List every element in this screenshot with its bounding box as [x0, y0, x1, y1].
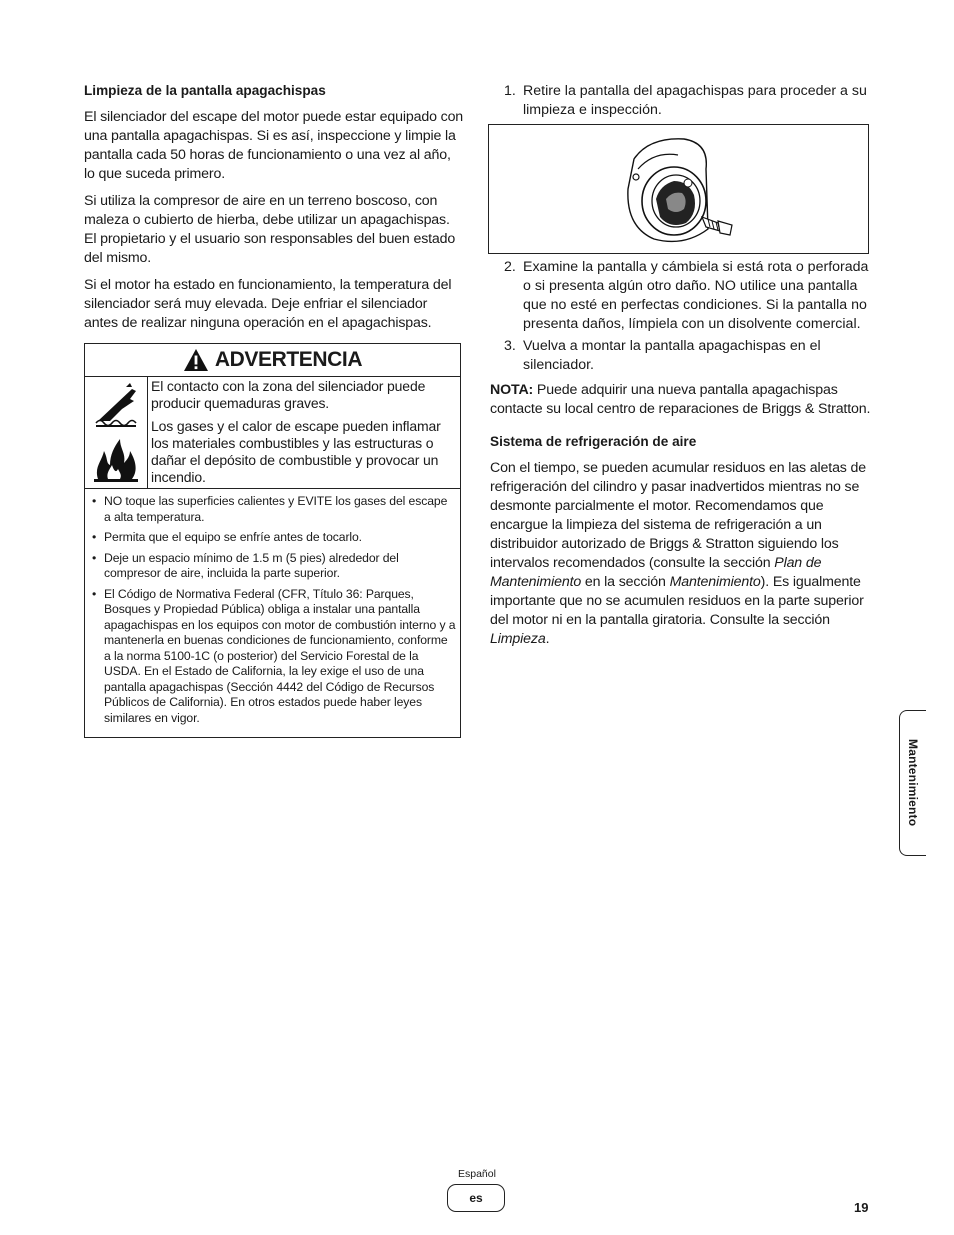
right-column [490, 82, 872, 657]
warning-title: ADVERTENCIA [214, 348, 363, 371]
step-text: Retire la pantalla del apagachispas para proceder a su limpieza e inspección. [523, 83, 867, 118]
forest-paragraph: Si utiliza la compresor de aire en un terreno boscoso, con maleza o cubierto de hierba, debe utilizar un apagachispas. El propietario y el usuario son responsables del buen estado del mismo. [84, 193, 456, 266]
air-cooling-text-a: Con el tiempo, se pueden acumular residuos en las aletas de refrigeración del cilindro y pasar inadvertidos mientras no se desmonte parcialmente el motor. Recomendamos que encargue la limpieza del sistema de refrigeración a un distribuidor autorizado de Briggs & Stratton siguiendo los intervalos recomendados (consulte la sección [490, 460, 867, 571]
intro-paragraph: El silenciador del escape del motor puede estar equipado con una pantalla apagachispas. Si es así, inspeccione y limpie la pantalla cada 50 horas de funcionamiento o una vez al año, lo que suceda primero. [84, 109, 464, 182]
spark-arrester-figure [488, 124, 869, 254]
fire-icon [92, 433, 140, 483]
language-label: Español [458, 1168, 496, 1180]
step-number: 1. [504, 83, 516, 99]
step-text: Examine la pantalla y cámbiela si está rota o perforada o si presenta algún otro daño. NO utilice una pantalla que no esté en perfectas condiciones. Si la pantalla no presenta daños, límpiela con un disolvente comercial. [523, 259, 869, 332]
maintenance-plan-ref: Plan de Mantenimiento [490, 555, 822, 590]
list-item: • NO toque las superficies calientes y EVITE los gases del escape a alta temperatura. [89, 494, 456, 525]
language-code-badge: es [447, 1184, 505, 1212]
air-cooling-text-c: ). Es igualmente importante que no se acumulen residuos en la parte superior del motor ni en la pantalla giratoria. Consulte la sección [490, 574, 864, 628]
step-2 [490, 258, 872, 334]
note-label: NOTA: [490, 382, 534, 398]
section-side-tab-label: Mantenimiento [906, 739, 920, 827]
hot-surface-burn-icon [92, 381, 140, 429]
list-item: • Permita que el equipo se enfríe antes de tocarlo. [89, 530, 456, 546]
note-text: Puede adquirir una nueva pantalla apagachispas contacte su local centro de reparaciones de Briggs & Stratton. [490, 382, 871, 417]
warning-hazard-text [148, 377, 460, 488]
list-item: • El Código de Normativa Federal (CFR, Título 36: Parques, Bosques y Propiedad Pública) obliga a instalar una pantalla apagachispas en los equipos con motor de combustión interno y a mantenerla en buenas condiciones de funcionamiento, conforme a la norma 5100-1C (o posterior) del Servicio Forestal de la USDA. En el Estado de California, la ley exige el uso de una pantalla apagachispas (Sección 4442 del Código de Recursos Públicos de California). En otros estados puede haber leyes similares en vigor. [89, 587, 456, 727]
note-paragraph [490, 381, 872, 419]
page-number: 19 [854, 1200, 869, 1215]
left-column [84, 82, 464, 738]
maintenance-section-ref: Mantenimiento [669, 574, 761, 590]
warning-header [85, 344, 460, 377]
warning-box [84, 343, 461, 738]
air-cooling-text-b: en la sección [581, 574, 670, 590]
warning-icons [85, 377, 148, 488]
fire-hazard-text: Los gases y el calor de escape pueden inflamar los materiales combustibles y las estructuras o dañar el depósito de combustible y provocar un incendio. [151, 418, 441, 485]
step-text: Vuelva a montar la pantalla apagachispas en el silenciador. [523, 338, 821, 373]
air-cooling-paragraph [490, 459, 872, 649]
cleaning-section-ref: Limpieza [490, 631, 546, 647]
step-3 [490, 337, 872, 375]
warning-triangle-icon [183, 348, 209, 372]
step-number: 3. [504, 338, 516, 354]
air-cooling-heading: Sistema de refrigeración de aire [490, 434, 697, 449]
step-1 [490, 82, 872, 120]
list-item: • Deje un espacio mínimo de 1.5 m (5 pies) alrededor del compresor de aire, incluida la parte superior. [89, 551, 456, 582]
step-number: 2. [504, 259, 516, 275]
air-cooling-text-d: . [545, 631, 550, 647]
spark-arrester-screen-illustration [614, 129, 744, 249]
hot-muffler-paragraph: Si el motor ha estado en funcionamiento, la temperatura del silenciador será muy elevada. Deje enfriar el silenciador antes de realizar ninguna operación en el apagachispas. [84, 277, 452, 331]
warning-hazards [85, 377, 460, 489]
burn-hazard-text: El contacto con la zona del silenciador puede producir quemaduras graves. [151, 378, 426, 411]
warning-bullet-list [85, 489, 460, 737]
spark-arrester-heading: Limpieza de la pantalla apagachispas [84, 83, 326, 98]
section-side-tab [899, 710, 926, 856]
